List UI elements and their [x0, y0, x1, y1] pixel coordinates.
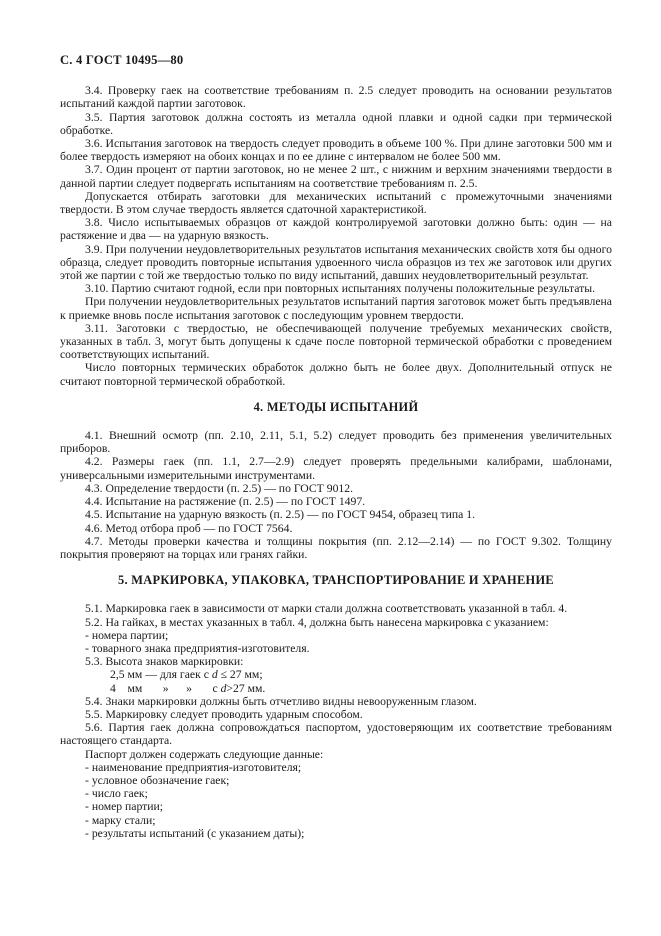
paragraph-5-6: 5.6. Партия гаек должна сопровождаться паспортом, удостоверяющим их соответствие требованиям настоящего стандарта.: [60, 721, 612, 748]
section-5-heading: 5. МАРКИРОВКА, УПАКОВКА, ТРАНСПОРТИРОВАНИЕ И ХРАНЕНИЕ: [118, 573, 554, 588]
paragraph-5-5: 5.5. Маркировку следует проводить ударным способом.: [85, 707, 363, 721]
paragraph-5-2: 5.2. На гайках, в местах указанных в табл. 4, должна быть нанесена маркировка с указанием:: [85, 615, 549, 629]
marking-height-line-1-post: ≤ 27 мм;: [217, 668, 263, 682]
passport-item-count: - число гаек;: [85, 787, 148, 801]
passport-item-manufacturer: - наименование предприятия-изготовителя;: [85, 760, 302, 774]
marking-height-line-2: [110, 682, 612, 695]
passport-item-test-results: - результаты испытаний (с указанием даты);: [85, 826, 305, 840]
paragraph-5-1: 5.1. Маркировка гаек в зависимости от марки стали должна соответствовать указанной в табл. 4.: [85, 602, 568, 616]
passport-intro: Паспорт должен содержать следующие данные:: [85, 747, 324, 761]
passport-item-designation: - условное обозначение гаек;: [85, 773, 230, 787]
paragraph-4-5: 4.5. Испытание на ударную вязкость (п. 2.5) — по ГОСТ 9454, образец типа 1.: [85, 508, 476, 522]
section-3-body: [60, 84, 612, 388]
paragraph-3-8: 3.8. Число испытываемых образцов от каждой контролируемой заготовки должно быть: один — на растяжение и два — на ударную вязкость.: [60, 216, 612, 243]
list-item-trademark: - товарного знака предприятия-изготовителя.: [85, 641, 310, 655]
paragraph-3-10-cont: При получении неудовлетворительных результатов испытаний партия заготовок может быть предъявлена к приемке вновь после испытания заготовок с последующим уровнем твердости.: [60, 295, 612, 322]
section-5-body: [60, 602, 612, 840]
paragraph-4-6: 4.6. Метод отбора проб — по ГОСТ 7564.: [85, 521, 293, 535]
paragraph-3-7: 3.7. Один процент от партии заготовок, но не менее 2 шт., с нижним и верхним значениями твердости в данной партии следует подвергать испытаниям на соответствие требованиям п. 2.5.: [60, 163, 612, 190]
diameter-variable: d: [220, 681, 227, 695]
paragraph-4-7: 4.7. Методы проверки качества и толщины покрытия (пп. 2.12—2.14) — по ГОСТ 9.302. Толщину покрытия проверяют на торцах или гранях гайки.: [60, 534, 612, 561]
marking-height-line-2-pre: 4 мм » » с: [110, 681, 221, 695]
section-4-body: [60, 429, 612, 561]
passport-item-lot-number: - номер партии;: [85, 800, 164, 814]
marking-height-line-1: [110, 668, 612, 681]
diameter-variable: d: [211, 668, 218, 682]
section-4-heading: 4. МЕТОДЫ ИСПЫТАНИЙ: [253, 399, 419, 414]
page-header: С. 4 ГОСТ 10495—80: [60, 53, 184, 67]
marking-height-line-1-pre: 2,5 мм — для гаек с: [110, 668, 212, 682]
paragraph-3-9: 3.9. При получении неудовлетворительных результатов испытания механических свойств хотя бы одного образца, следует проводить повторные испытания удвоенного числа образцов из тех же заготовок или других этой же партии с той же твердостью только по виду испытаний, давших неудовлетворительный результат.: [60, 242, 612, 283]
paragraph-3-11-cont: Число повторных термических обработок должно быть не более двух. Дополнительный отпуск не считают повторной термической обработкой.: [60, 361, 612, 388]
paragraph-3-11: 3.11. Заготовки с твердостью, не обеспечивающей получение требуемых механических свойств, указанных в табл. 3, могут быть допущены к сдаче после повторной термической обработки с проведением соответствующих испытаний.: [60, 321, 612, 362]
paragraph-4-4: 4.4. Испытание на растяжение (п. 2.5) — по ГОСТ 1497.: [85, 495, 366, 509]
paragraph-3-10: 3.10. Партию считают годной, если при повторных испытаниях получены положительные результаты.: [85, 282, 595, 296]
paragraph-4-2: 4.2. Размеры гаек (пп. 1.1, 2.7—2.9) следует проверять предельными калибрами, шаблонами, универсальными измерительными инструментами.: [60, 455, 612, 482]
paragraph-3-7-cont: Допускается отбирать заготовки для механических испытаний с промежуточными значениями твердости. В этом случае твердость является сдаточной характеристикой.: [60, 189, 612, 217]
paragraph-3-6: 3.6. Испытания заготовок на твердость следует проводить в объеме 100 %. При длине заготовки 500 мм и более твердость измеряют на обоих концах и по ее длине с интервалом не более 500 мм.: [60, 137, 612, 164]
paragraph-5-3: 5.3. Высота знаков маркировки:: [85, 655, 244, 669]
paragraph-4-1: 4.1. Внешний осмотр (пп. 2.10, 2.11, 5.1, 5.2) следует проводить без применения увеличительных приборов.: [60, 429, 612, 456]
list-item-lot-number: - номера партии;: [85, 628, 169, 642]
marking-height-line-2-post: >27 мм.: [226, 681, 266, 695]
paragraph-3-4: 3.4. Проверку гаек на соответствие требованиям п. 2.5 следует проводить на основании результатов испытаний каждой партии заготовок.: [60, 84, 612, 111]
paragraph-3-5: 3.5. Партия заготовок должна состоять из металла одной плавки и одной садки при термической обработке.: [60, 110, 612, 137]
paragraph-5-4: 5.4. Знаки маркировки должны быть отчетливо видны невооруженным глазом.: [85, 694, 477, 708]
paragraph-4-3: 4.3. Определение твердости (п. 2.5) — по ГОСТ 9012.: [85, 481, 354, 495]
passport-item-steel-grade: - марку стали;: [85, 813, 156, 827]
